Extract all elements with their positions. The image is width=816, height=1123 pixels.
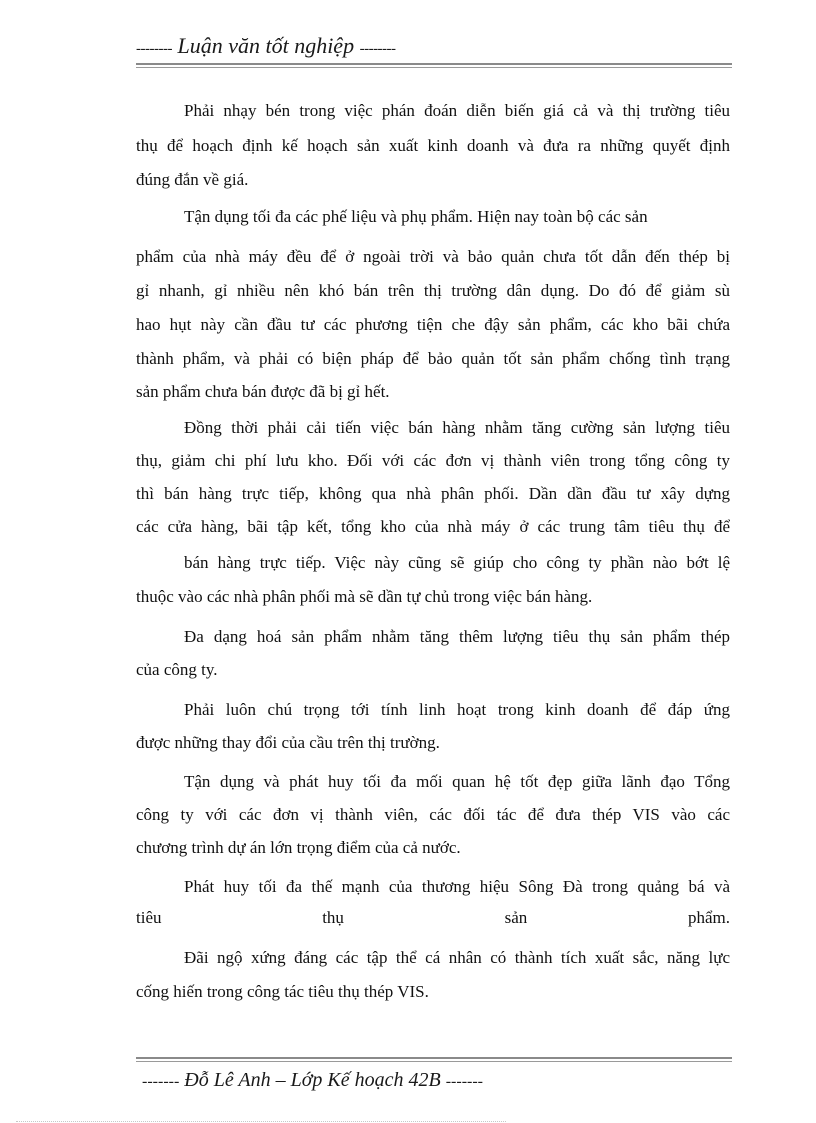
paragraph-2-line-4: hao hụt này cần đầu tư các phương tiện che đậy sản phẩm, các kho bãi chứa [136, 315, 730, 334]
paragraph-3-line-2: thụ, giảm chi phí lưu kho. Đối với các đơn vị thành viên trong tổng công ty [136, 451, 730, 470]
paragraph-2-line-5: thành phẩm, và phải có biện pháp để bảo quản tốt sản phẩm chống tình trạng [136, 349, 730, 368]
paragraph-2-line-1: Tận dụng tối đa các phế liệu và phụ phẩm. Hiện nay toàn bộ các sản [184, 207, 648, 226]
spread-word: tiêu [136, 908, 162, 927]
paragraph-1-line-3: đúng đắn về giá. [136, 170, 249, 189]
paragraph-6-line-2: công ty với các đơn vị thành viên, các đối tác để đưa thép VIS vào các [136, 805, 730, 824]
spread-word: thụ [322, 908, 344, 927]
header-title: Luận văn tốt nghiệp [177, 33, 355, 58]
paragraph-2-line-3: gỉ nhanh, gỉ nhiều nên khó bán trên thị trường dân dụng. Do đó để giảm sù [136, 281, 730, 300]
footer-dash-left: ------- [142, 1073, 180, 1090]
header-dash-left: -------- [136, 41, 172, 57]
running-header [136, 33, 732, 62]
footer-double-rule [136, 1057, 732, 1062]
paragraph-7-line-1: Phát huy tối đa thế mạnh của thương hiệu Sông Đà trong quảng bá và [184, 877, 730, 896]
paragraph-3-line-4: các cửa hàng, bãi tập kết, tổng kho của nhà máy ở các trung tâm tiêu thụ để [136, 517, 730, 536]
spread-word: phẩm. [687, 908, 730, 927]
paragraph-1-line-1: Phải nhạy bén trong việc phán đoán diễn biến giá cả và thị trường tiêu [184, 101, 730, 120]
paragraph-4-line-2: của công ty. [136, 660, 218, 679]
header-dash-right: -------- [359, 41, 396, 57]
paragraph-3-line-3: thì bán hàng trực tiếp, không qua nhà phân phối. Dần dần đầu tư xây dựng [136, 484, 730, 503]
paragraph-3-line-1: Đồng thời phải cải tiến việc bán hàng nhằm tăng cường sản lượng tiêu [184, 418, 730, 437]
paragraph-5-line-1: Phải luôn chú trọng tới tính linh hoạt trong kinh doanh để đáp ứng [184, 700, 730, 719]
header-text [136, 33, 396, 58]
paragraph-6-line-1: Tận dụng và phát huy tối đa mối quan hệ tốt đẹp giữa lãnh đạo Tổng [184, 772, 730, 791]
paragraph-8-line-2: cống hiến trong công tác tiêu thụ thép VIS. [136, 982, 429, 1001]
paragraph-3-line-5: bán hàng trực tiếp. Việc này cũng sẽ giúp cho công ty phần nào bớt lệ [184, 553, 730, 572]
paragraph-4-line-1: Đa dạng hoá sản phẩm nhằm tăng thêm lượng tiêu thụ sản phẩm thép [184, 627, 730, 646]
paragraph-5-line-2: được những thay đổi của cầu trên thị trường. [136, 733, 440, 752]
paragraph-1-line-2: thụ để hoạch định kế hoạch sản xuất kinh doanh và đưa ra những quyết định [136, 136, 730, 155]
footer-author: Đỗ Lê Anh – Lớp Kế hoạch 42B [184, 1069, 441, 1091]
paragraph-3-line-6: thuộc vào các nhà phân phối mà sẽ dần tự chủ trong việc bán hàng. [136, 587, 593, 606]
running-footer [142, 1068, 483, 1094]
paragraph-6-line-3: chương trình dự án lớn trọng điểm của cả nước. [136, 838, 461, 857]
footer-dash-right: ------- [445, 1073, 483, 1090]
paragraph-2-line-6: sản phẩm chưa bán được đã bị gỉ hết. [136, 382, 390, 401]
paragraph-8-line-1: Đãi ngộ xứng đáng các tập thể cá nhân có thành tích xuất sắc, năng lực [184, 948, 730, 967]
spread-word: sản [504, 908, 528, 927]
paragraph-2-line-2: phẩm của nhà máy đều để ở ngoài trời và bảo quản chưa tốt dẫn đến thép bị [136, 247, 730, 266]
paragraph-7-line-2 [136, 907, 730, 929]
header-double-rule [136, 63, 732, 68]
